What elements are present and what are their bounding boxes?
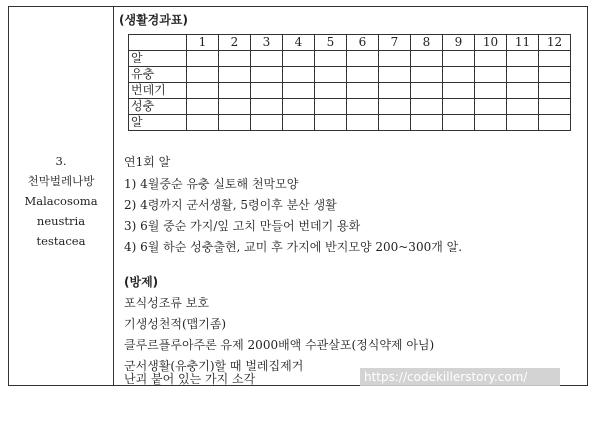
month-12: 12 — [539, 35, 571, 51]
details-cell — [114, 7, 587, 385]
control-item: 기생성천적(맵기좀) — [124, 317, 227, 331]
stage-label: 알 — [129, 51, 187, 67]
stage-label: 알 — [129, 115, 187, 131]
month-11: 11 — [507, 35, 539, 51]
month-5: 5 — [315, 35, 347, 51]
description-item: 3) 6월 중순 가지/잎 고치 만들어 번데기 용화 — [124, 219, 361, 233]
life-cycle-table — [128, 34, 571, 131]
info-table — [8, 6, 588, 386]
description-item: 1) 4월중순 유충 실토해 천막모양 — [124, 177, 299, 191]
species-latin-subspecies: testacea — [36, 234, 86, 248]
description-item: 4) 6월 하순 성충출현, 교미 후 가지에 반지모양 200~300개 알. — [124, 240, 463, 254]
species-number: 3. — [55, 154, 67, 168]
control-item: 포식성조류 보호 — [124, 296, 209, 310]
corner-cell — [129, 35, 187, 51]
stage-row-adult — [129, 99, 571, 115]
month-8: 8 — [411, 35, 443, 51]
life-cycle-heading: (생활경과표) — [119, 13, 188, 27]
month-4: 4 — [283, 35, 315, 51]
stage-row-egg-2 — [129, 115, 571, 131]
month-2: 2 — [219, 35, 251, 51]
species-latin-genus: Malacosoma — [24, 194, 98, 208]
generation-text: 연1회 알 — [124, 155, 171, 169]
month-1: 1 — [187, 35, 219, 51]
species-latin-species: neustria — [36, 214, 86, 228]
watermark: https://codekillerstory.com/ — [360, 368, 560, 386]
month-10: 10 — [475, 35, 507, 51]
species-korean-name: 천막벌레나방 — [27, 174, 95, 188]
month-6: 6 — [347, 35, 379, 51]
stage-label: 성충 — [129, 99, 187, 115]
control-heading: (방제) — [124, 275, 159, 289]
stage-row-larva — [129, 67, 571, 83]
control-item: 난괴 붙어 있는 가지 소각 — [124, 372, 256, 386]
description-item: 2) 4령까지 군서생활, 5령이후 분산 생활 — [124, 198, 337, 212]
control-item: 군서생활(유충기)할 때 벌레집제거 — [124, 359, 304, 373]
stage-row-pupa — [129, 83, 571, 99]
month-7: 7 — [379, 35, 411, 51]
stage-row-egg — [129, 51, 571, 67]
month-9: 9 — [443, 35, 475, 51]
species-cell — [9, 7, 114, 385]
stage-label: 번데기 — [129, 83, 187, 99]
month-3: 3 — [251, 35, 283, 51]
control-item: 클루르플루아주론 유제 2000배액 수관살포(정식약제 아님) — [124, 338, 435, 352]
month-header-row — [129, 35, 571, 51]
stage-label: 유충 — [129, 67, 187, 83]
